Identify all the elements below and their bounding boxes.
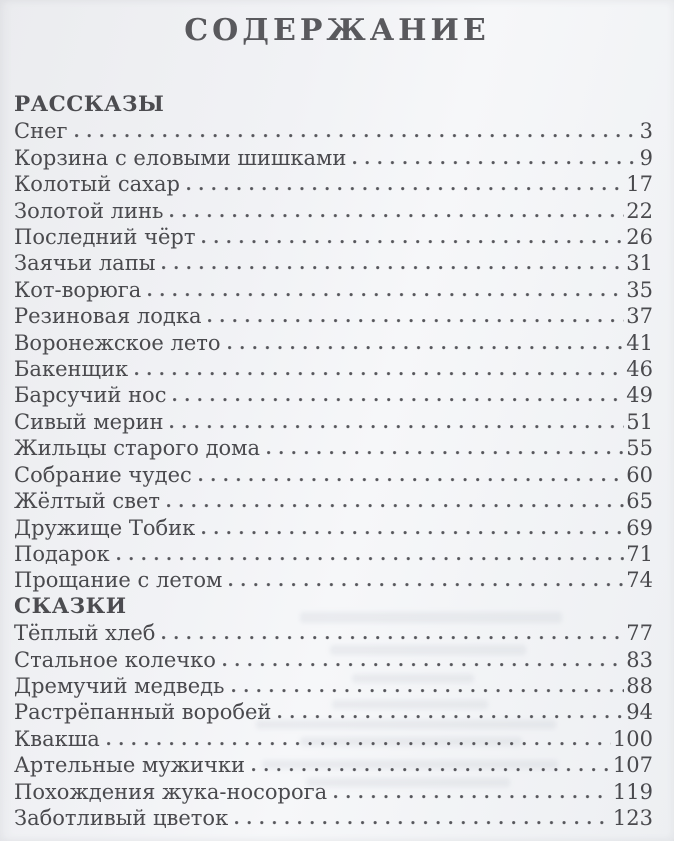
entry-title: Прощание с летом (14, 568, 223, 593)
dot-leader (208, 319, 624, 323)
dot-leader (167, 504, 624, 508)
entry-title: Колотый сахар (14, 172, 180, 197)
toc-row (14, 118, 653, 144)
toc-section (14, 92, 653, 594)
entry-page: 17 (626, 172, 653, 197)
entry-title: Снег (14, 119, 68, 144)
toc-row (14, 541, 653, 567)
entry-title: Дружище Тобик (14, 515, 196, 540)
section-entries (14, 118, 653, 593)
entry-page: 9 (639, 145, 653, 170)
toc-row (14, 462, 653, 488)
dot-leader (170, 214, 624, 218)
toc (14, 92, 653, 831)
toc-row (14, 356, 653, 382)
toc-row (14, 435, 653, 461)
dot-leader (135, 372, 624, 376)
entry-title: Золотой линь (14, 198, 164, 223)
section-heading: СКАЗКИ (14, 593, 127, 619)
page-title: СОДЕРЖАНИЕ (184, 13, 490, 48)
toc-row (14, 330, 653, 356)
dot-leader (148, 293, 624, 297)
entry-page: 77 (626, 621, 653, 646)
entry-page: 107 (612, 753, 653, 778)
entry-title: Заботливый цветок (14, 805, 229, 830)
dot-leader (235, 821, 611, 825)
toc-row (14, 673, 653, 699)
entry-page: 83 (626, 647, 653, 672)
dot-leader (75, 134, 638, 138)
toc-section (14, 594, 653, 832)
dot-leader (334, 795, 611, 799)
entry-page: 71 (626, 541, 653, 566)
toc-row (14, 250, 653, 276)
entry-page: 55 (626, 436, 653, 461)
entry-page: 119 (612, 779, 653, 804)
entry-page: 60 (626, 462, 653, 487)
toc-row (14, 198, 653, 224)
toc-row (14, 171, 653, 197)
dot-leader (162, 636, 624, 640)
entry-title: Дремучий медведь (14, 673, 225, 698)
toc-row (14, 515, 653, 541)
dot-leader (232, 689, 625, 693)
entry-page: 46 (626, 357, 653, 382)
entry-title: Похождения жука-носорога (14, 779, 328, 804)
entry-page: 22 (626, 198, 653, 223)
entry-title: Резиновая лодка (14, 304, 202, 329)
toc-row (14, 699, 653, 725)
dot-leader (228, 346, 625, 350)
entry-title: Жильцы старого дома (14, 436, 260, 461)
toc-row (14, 752, 653, 778)
dot-leader (170, 425, 624, 429)
entry-page: 31 (626, 251, 653, 276)
entry-page: 88 (626, 673, 653, 698)
toc-row (14, 647, 653, 673)
dot-leader (353, 161, 637, 165)
entry-page: 49 (626, 383, 653, 408)
entry-page: 94 (626, 700, 653, 725)
entry-title: Бакенщик (14, 357, 129, 382)
dot-leader (173, 398, 624, 402)
toc-row (14, 277, 653, 303)
toc-row (14, 805, 653, 831)
entry-page: 123 (612, 805, 653, 830)
dot-leader (223, 663, 624, 667)
entry-page: 69 (626, 515, 653, 540)
entry-title: Сивый мерин (14, 409, 164, 434)
section-heading: РАССКАЗЫ (14, 92, 165, 117)
toc-row (14, 726, 653, 752)
entry-page: 37 (626, 304, 653, 329)
entry-title: Подарок (14, 541, 110, 566)
toc-row (14, 224, 653, 250)
toc-row (14, 779, 653, 805)
entry-page: 100 (612, 726, 653, 751)
dot-leader (107, 742, 611, 746)
dot-leader (117, 557, 625, 561)
dot-leader (187, 187, 624, 191)
entry-title: Кот-ворюга (14, 277, 142, 302)
entry-page: 41 (626, 330, 653, 355)
entry-page: 26 (626, 225, 653, 250)
dot-leader (229, 583, 624, 587)
entry-title: Стальное колечко (14, 647, 216, 672)
dot-leader (267, 451, 624, 455)
entry-title: Последний чёрт (14, 225, 196, 250)
entry-page: 74 (626, 568, 653, 593)
dot-leader (202, 531, 624, 535)
toc-row (14, 409, 653, 435)
entry-page: 3 (639, 119, 653, 144)
entry-title: Растрёпанный воробей (14, 700, 272, 725)
entry-page: 35 (626, 277, 653, 302)
entry-title: Собрание чудес (14, 462, 192, 487)
entry-page: 65 (626, 489, 653, 514)
entry-title: Заячьи лапы (14, 251, 156, 276)
entry-title: Воронежское лето (14, 330, 221, 355)
toc-row (14, 620, 653, 646)
dot-leader (252, 768, 611, 772)
toc-row (14, 145, 653, 171)
dot-leader (278, 715, 624, 719)
dot-leader (162, 266, 624, 270)
entry-title: Корзина с еловыми шишками (14, 145, 347, 170)
toc-row (14, 567, 653, 593)
entry-title: Тёплый хлеб (14, 621, 156, 646)
entry-title: Жёлтый свет (14, 489, 160, 514)
entry-title: Барсучий нос (14, 383, 167, 408)
entry-title: Артельные мужички (14, 753, 245, 778)
toc-row (14, 382, 653, 408)
dot-leader (202, 240, 624, 244)
dot-leader (199, 478, 624, 482)
toc-row (14, 488, 653, 514)
section-entries (14, 620, 653, 831)
toc-row (14, 303, 653, 329)
entry-title: Квакша (14, 726, 100, 751)
entry-page: 51 (626, 409, 653, 434)
